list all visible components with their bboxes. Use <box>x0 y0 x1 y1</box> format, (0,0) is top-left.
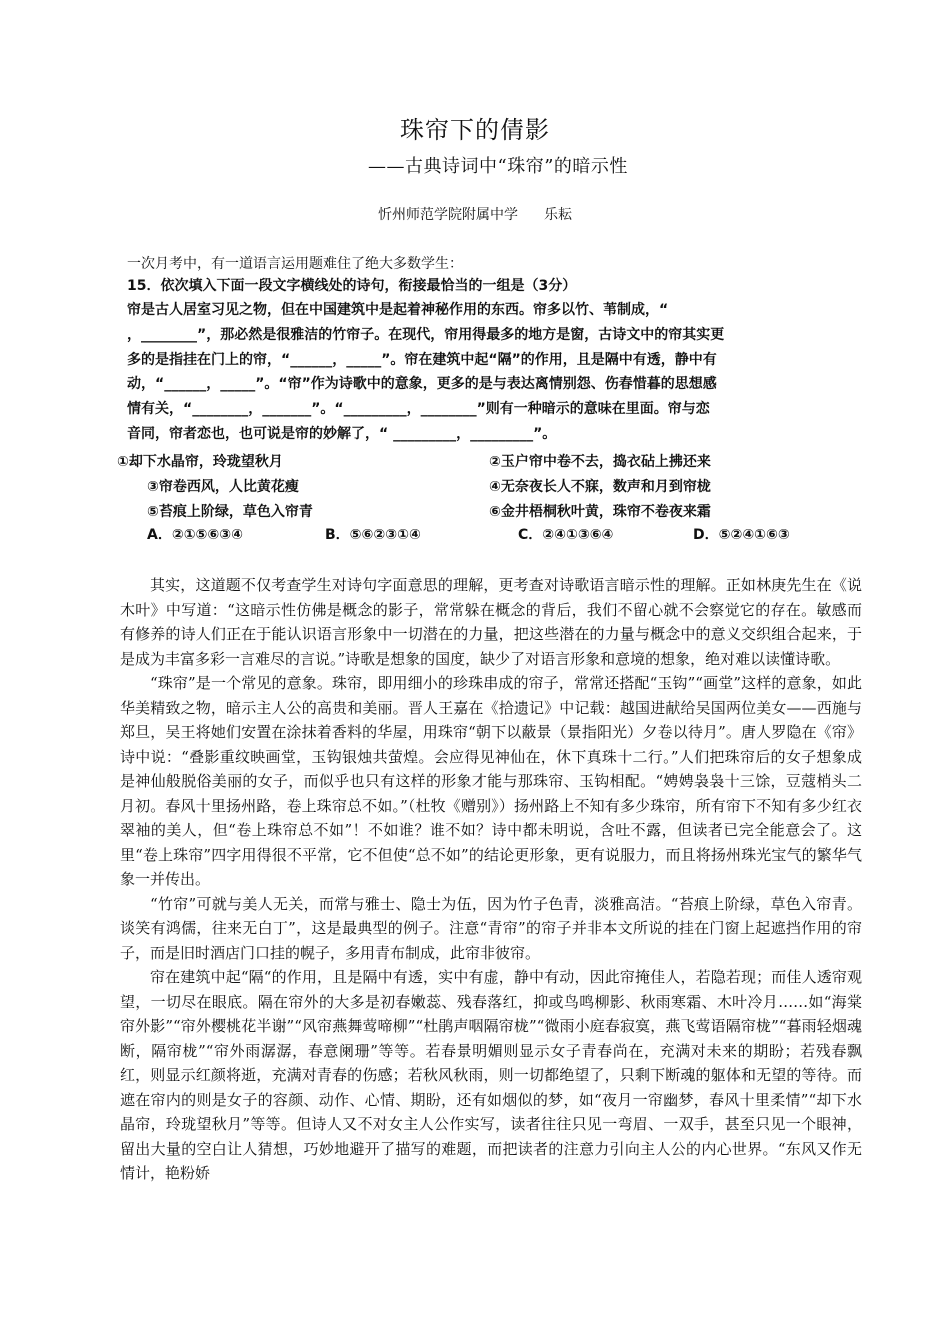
question-line: 帘是古人居室习见之物，但在中国建筑中是起着神秘作用的东西。帘多以竹、苇制成，“ <box>127 302 669 318</box>
question-line: 多的是指挂在门上的帘，“______，_____”。帘在建筑中起“隔”的作用，且是隔中有透，静中有 <box>127 351 717 368</box>
article-body <box>120 573 862 1186</box>
question-line: 动，“______，_____”。“帘”作为诗歌中的意象，更多的是与表达离情别怨、伤春惜暮的思想感 <box>127 376 717 393</box>
body-paragraph: 其实，这道题不仅考查学生对诗句字面意思的理解，更考查对诗歌语言暗示性的理解。正如林庚先生在《说木叶》中写道：“这暗示性仿佛是概念的影子，常常躲在概念的背后，我们不留心就不会察觉它的存在。敏感而有修养的诗人们正在于能认识语言形象中一切潜在的力量，把这些潜在的力量与概念中的意义交织组合起来，于是成为丰富多彩一言难尽的言说。”诗歌是想象的国度，缺少了对语言形象和意境的想象，绝对难以读懂诗歌。 <box>120 576 862 668</box>
option-item: ③帘卷西风，人比黄花瘦 <box>147 479 299 495</box>
body-paragraph: “竹帘”可就与美人无关，而常与雅士、隐士为伍，因为竹子色青，淡雅高洁。“苔痕上阶绿，草色入帘青。谈笑有鸿儒，往来无白丁”，这是最典型的例子。注意“青帘”的帘子并非本文所说的挂在门窗上起遮挡作用的帘子，而是旧时酒店门口挂的幌子，多用青布制成，此帘非彼帘。 <box>120 894 862 962</box>
exam-question <box>127 274 867 447</box>
option-item: ⑤苔痕上阶绿，草色入帘青 <box>147 504 313 520</box>
article-subtitle: ——古典诗词中“珠帘”的暗示性 <box>368 156 628 177</box>
option-item: ④无奈夜长人不寐，数声和月到帘栊 <box>489 479 711 495</box>
choice-d: D．⑤②④①⑥③ <box>693 527 790 543</box>
option-item: ②玉户帘中卷不去，捣衣砧上拂还来 <box>489 454 711 470</box>
question-line: 音同，帘者恋也，也可说是帘的妙解了，“ _________，_________”。 <box>127 425 557 442</box>
option-item: ①却下水晶帘，玲珑望秋月 <box>117 454 283 470</box>
option-item: ⑥金井梧桐秋叶黄，珠帘不卷夜来霜 <box>489 504 711 520</box>
author-name: 乐耘 <box>544 207 572 223</box>
body-paragraph: 帘在建筑中起“隔“的作用，且是隔中有透，实中有虚，静中有动，因此帘掩佳人，若隐若现；而佳人透帘观望，一切尽在眼底。隔在帘外的大多是初春嫩蕊、残春落红，抑或鸟鸣柳影、秋雨寒霜、木叶冷月……如“海棠帘外影”“帘外樱桃花半谢”“风帘燕舞莺啼柳”“杜鹃声咽隔帘栊”“微雨小庭春寂寞，燕飞莺语隔帘栊”“暮雨轻烟魂断，隔帘栊”“帘外雨潺潺，春意阑珊”等等。若春景明媚则显示女子青春尚在，充满对未来的期盼；若残春飘红，则显示红颜将逝，充满对青春的伤感；若秋风秋雨，则一切都绝望了，只剩下断魂的躯体和无望的等待。而遮在帘内的则是女子的容颜、动作、心情、期盼，还有如烟似的梦，如“夜月一帘幽梦，春风十里柔情”“却下水晶帘，玲珑望秋月”等等。但诗人又不对女主人公作实写，读者往往只见一弯眉、一双手，甚至只见一个眼神，留出大量的空白让人猜想，巧妙地避开了描写的难题，而把读者的注意力引向主人公的内心世界。“东风又作无情计，艳粉娇 <box>120 968 862 1182</box>
article-title: 珠帘下的倩影 <box>400 116 550 144</box>
choice-b: B．⑤⑥②③①④ <box>325 527 421 543</box>
author-line <box>0 204 950 224</box>
intro-text: 一次月考中，有一道语言运用题难住了绝大多数学生： <box>127 256 463 272</box>
option-row <box>117 475 877 500</box>
answer-choices <box>147 522 867 548</box>
question-heading: 15．依次填入下面一段文字横线处的诗句，衔接最恰当的一组是（3分） <box>127 278 577 294</box>
poem-options <box>117 450 877 525</box>
body-paragraph: “珠帘”是一个常见的意象。珠帘，即用细小的珍珠串成的帘子，常常还搭配“玉钩”“画堂”这样的意象，如此华美精致之物，暗示主人公的高贵和美丽。晋人王嘉在《拾遗记》中记载：越国进献给吴国两位美女——西施与郑旦，吴王将她们安置在涂抹着香料的华屋，用珠帘“朝下以蔽景（景指阳光）夕卷以待月”。唐人罗隐在《帘》诗中说：“叠影重纹映画堂，玉钩银烛共萤煌。会应得见神仙在，休下真珠十二行。”人们把珠帘后的女子想象成是神仙般脱俗美丽的女子，而似乎也只有这样的形象才能与那珠帘、玉钩相配。“娉娉袅袅十三馀，豆蔻梢头二月初。春风十里扬州路，卷上珠帘总不如。”（杜牧《赠别》）扬州路上不知有多少珠帘，所有帘下不知有多少红衣翠袖的美人，但“卷上珠帘总不如”！不如谁？谁不如？诗中都未明说，含吐不露，但读者已完全能意会了。这里“卷上珠帘”四字用得很不平常，它不但使“总不如”的结论更形象，更有说服力，而且将扬州珠光宝气的繁华气象一并传出。 <box>120 674 862 888</box>
question-line: ，________”，那必然是很雅洁的竹帘子。在现代，帘用得最多的地方是窗，古诗文中的帘其实更 <box>127 326 725 343</box>
question-line: 情有关，“________，_______”。“_________，________”则有一种暗示的意味在里面。帘与恋 <box>127 401 710 418</box>
choice-a: A．②①⑤⑥③④ <box>147 527 243 543</box>
school-name: 忻州师范学院附属中学 <box>378 207 518 223</box>
option-row <box>117 450 877 475</box>
choice-c: C．②④①③⑥④ <box>518 527 614 543</box>
